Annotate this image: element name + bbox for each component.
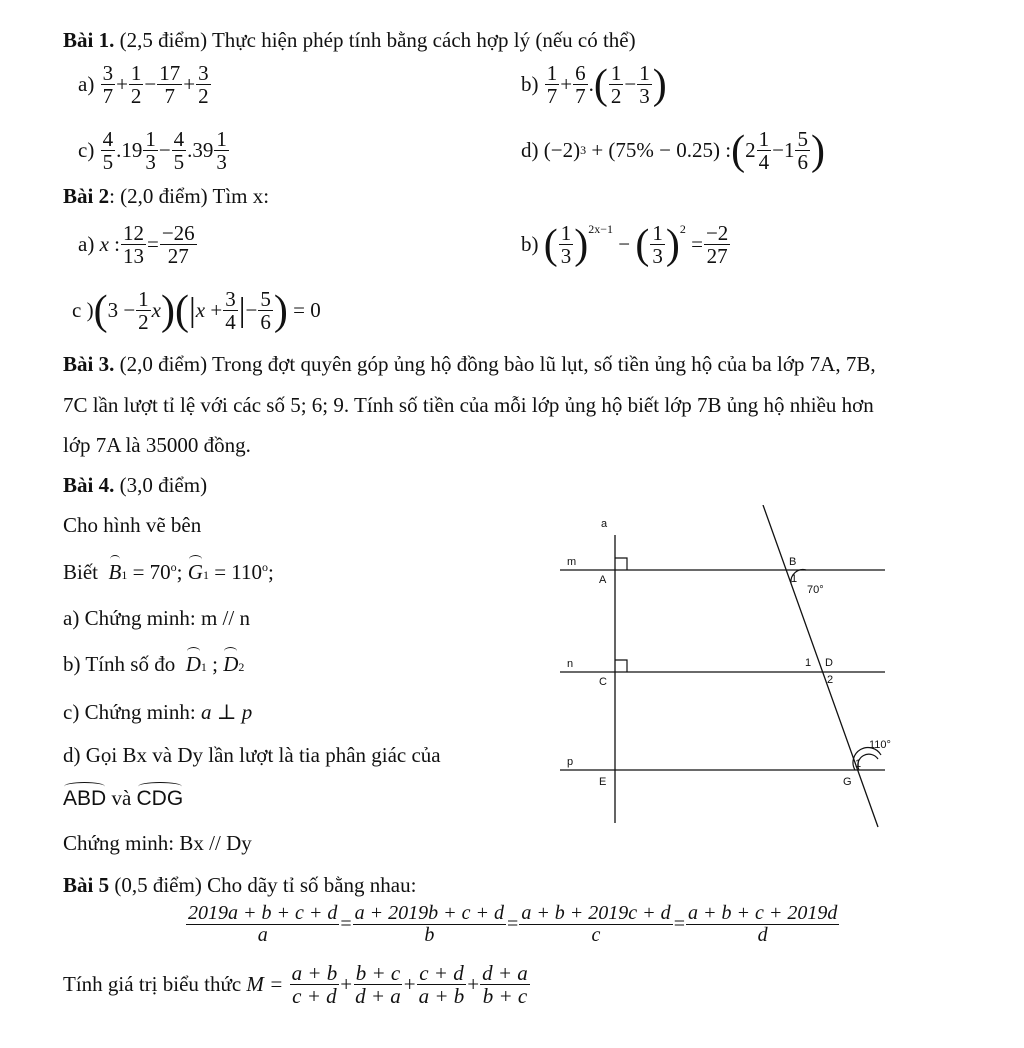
label-n: n [567,658,574,670]
bai1-a: a) $\frac{3}{7}$ + $\frac{1}{2}$ − $\frac{17}{7}$ + $\frac{3}{2}$ [78,61,209,109]
bai5-expression: Tính giá trị biểu thức M = $\frac{a + b}{c + d}$ + $\frac{b + c}{d + a}$ + $\frac{c + d}{a + b}$ + $\frac{d + a}{b + c}$ [63,961,528,1009]
label-110: 110° [869,739,891,751]
bai3-line2: 7C lần lượt tỉ lệ với các số 5; 6; 9. Tính số tiền của mỗi lớp ủng hộ biết lớp 7B ủng hộ nhiều hơn [63,393,874,417]
bai3-line3: lớp 7A là 35000 đồng. [63,433,251,457]
bai1-title: Bài 1. (2,5 điểm) Thực hiện phép tính bằng cách hợp lý (nếu có thể) [63,28,636,52]
right-angle-C [615,660,627,672]
bai4-intro: Cho hình vẽ bên [63,513,202,537]
label-1-at-B: 1 [791,573,798,585]
bai5-ratios: $\frac{2019a + b + c + d}{a}$ = $\frac{a + 2019b + c + d}{b}$ = $\frac{a + b + 2019c + d}{c}$ = $\frac{a + b + c + 2019d}{d}$ [188,902,838,946]
bai4-prove: Chứng minh: Bx // Dy [63,831,252,855]
transversal [763,505,878,827]
right-angle-A [615,558,627,570]
label-C: C [599,676,607,688]
bai4-angles: ABD và CDG [63,786,184,810]
label-A: A [599,574,607,586]
bai5-title: Bài 5 (0,5 điểm) Cho dãy tỉ số bằng nhau: [63,873,417,897]
label-D: D [825,657,833,669]
bai2-a: a) x : $\frac{12}{13}$ = $\frac{-26}{27}$ [78,221,195,269]
bai2-title: Bài 2: (2,0 điểm) Tìm x: [63,184,270,208]
label-1-at-G: 1 [855,758,862,770]
label-2-at-D: 2 [827,674,834,686]
bai4-title: Bài 4. (3,0 điểm) [63,473,208,497]
label-70: 70° [807,584,824,596]
label-B: B [789,556,797,568]
geometry-figure [555,505,895,830]
bai2-b: b) ( $\frac{1}{3}$ ) 2x−1 − ( $\frac{1}{3}$ ) 2 = $\frac{-2}{27}$ [521,221,729,269]
bai1-b: b) $\frac{1}{7}$ + $\frac{6}{7}$ . ( $\frac{1}{2}$ − $\frac{1}{3}$ ) [521,61,667,109]
bai4-given: Biết $B1 = 70^o$; $G1 = 110^o$; [63,560,274,584]
bai4-item-c: c) Chứng minh: a ⊥ p [63,700,253,724]
label-p: p [567,756,574,768]
bai4-item-b: b) Tính số đo D1 ; D2 [63,652,245,676]
label-m: m [567,556,577,568]
bai4-item-d: d) Gọi Bx và Dy lần lượt là tia phân giác của [63,743,441,767]
label-a: a [601,518,608,530]
label-G: G [843,776,852,788]
label-E: E [599,776,607,788]
bai2-c: c ) ( 3 − $\frac{1}{2}$ x )( | x + $\frac{3}{4}$ | − $\frac{5}{6}$ ) = 0 [72,287,321,335]
label-1-at-D: 1 [805,657,812,669]
bai1-d: d) (−2) 3 + (75% − 0.25) : ( 2 $\frac{1}{4}$ − 1 $\frac{5}{6}$ ) [521,127,825,175]
bai3-line1: Bài 3. (2,0 điểm) Trong đợt quyên góp ủng hộ đồng bào lũ lụt, số tiền ủng hộ của ba lớp 7A, 7B, [63,352,876,376]
bai4-item-a: a) Chứng minh: m // n [63,606,250,630]
bai1-c: c) $\frac{4}{5}$ . 19 $\frac{1}{3}$ − $\frac{4}{5}$ . 39 $\frac{1}{3}$ [78,127,227,175]
